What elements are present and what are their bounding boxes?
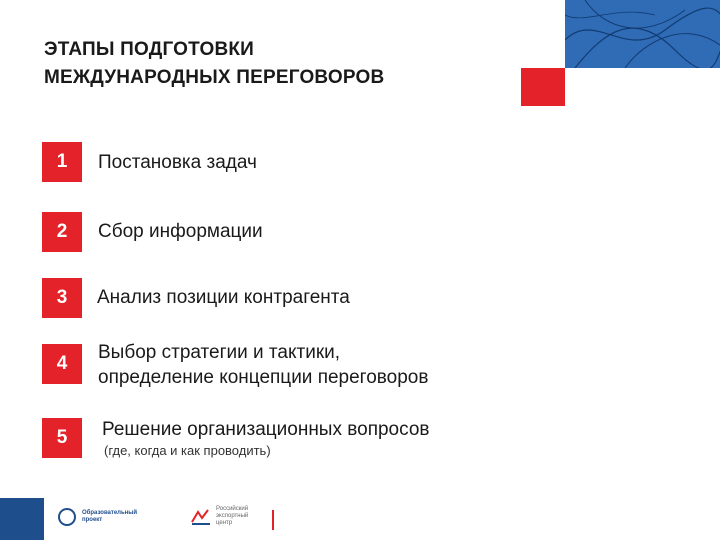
step-number-2: 2 bbox=[42, 212, 82, 252]
step-number-4: 4 bbox=[42, 344, 82, 384]
footer-divider bbox=[272, 510, 274, 530]
footer-logo-rec bbox=[190, 506, 248, 527]
footer-logo-education bbox=[58, 506, 137, 528]
footer-logo2-line2: экспортный bbox=[216, 513, 249, 519]
footer-logo1-line2: проект bbox=[82, 517, 103, 523]
swirl-lines-graphic bbox=[565, 0, 720, 68]
step-text-4-line1: Выбор стратегии и тактики, bbox=[98, 342, 341, 363]
rec-logo-icon bbox=[190, 508, 212, 526]
footer-logo2-line1: Российский bbox=[216, 506, 249, 512]
footer-decoration-blue bbox=[0, 498, 44, 540]
footer-logo1-line1: Образовательный bbox=[82, 510, 138, 516]
footer-logo2-line3: центр bbox=[216, 520, 233, 526]
step-text-1: Постановка задач bbox=[98, 152, 257, 173]
globe-icon bbox=[58, 508, 76, 526]
page-title bbox=[44, 36, 504, 92]
step-subtext-5: (где, когда и как проводить) bbox=[104, 443, 271, 458]
step-text-4-line2: определение концепции переговоров bbox=[98, 367, 429, 388]
step-number-3: 3 bbox=[42, 278, 82, 318]
step-number-5: 5 bbox=[42, 418, 82, 458]
page-title-line1: ЭТАПЫ ПОДГОТОВКИ bbox=[44, 39, 255, 60]
header-decoration-blue bbox=[565, 0, 720, 68]
step-number-1: 1 bbox=[42, 142, 82, 182]
header-decoration-red bbox=[521, 68, 565, 106]
step-text-5: Решение организационных вопросов bbox=[102, 419, 430, 440]
step-text-3: Анализ позиции контрагента bbox=[97, 287, 350, 308]
page-title-line2: МЕЖДУНАРОДНЫХ ПЕРЕГОВОРОВ bbox=[44, 67, 385, 88]
step-text-2: Сбор информации bbox=[98, 221, 263, 242]
